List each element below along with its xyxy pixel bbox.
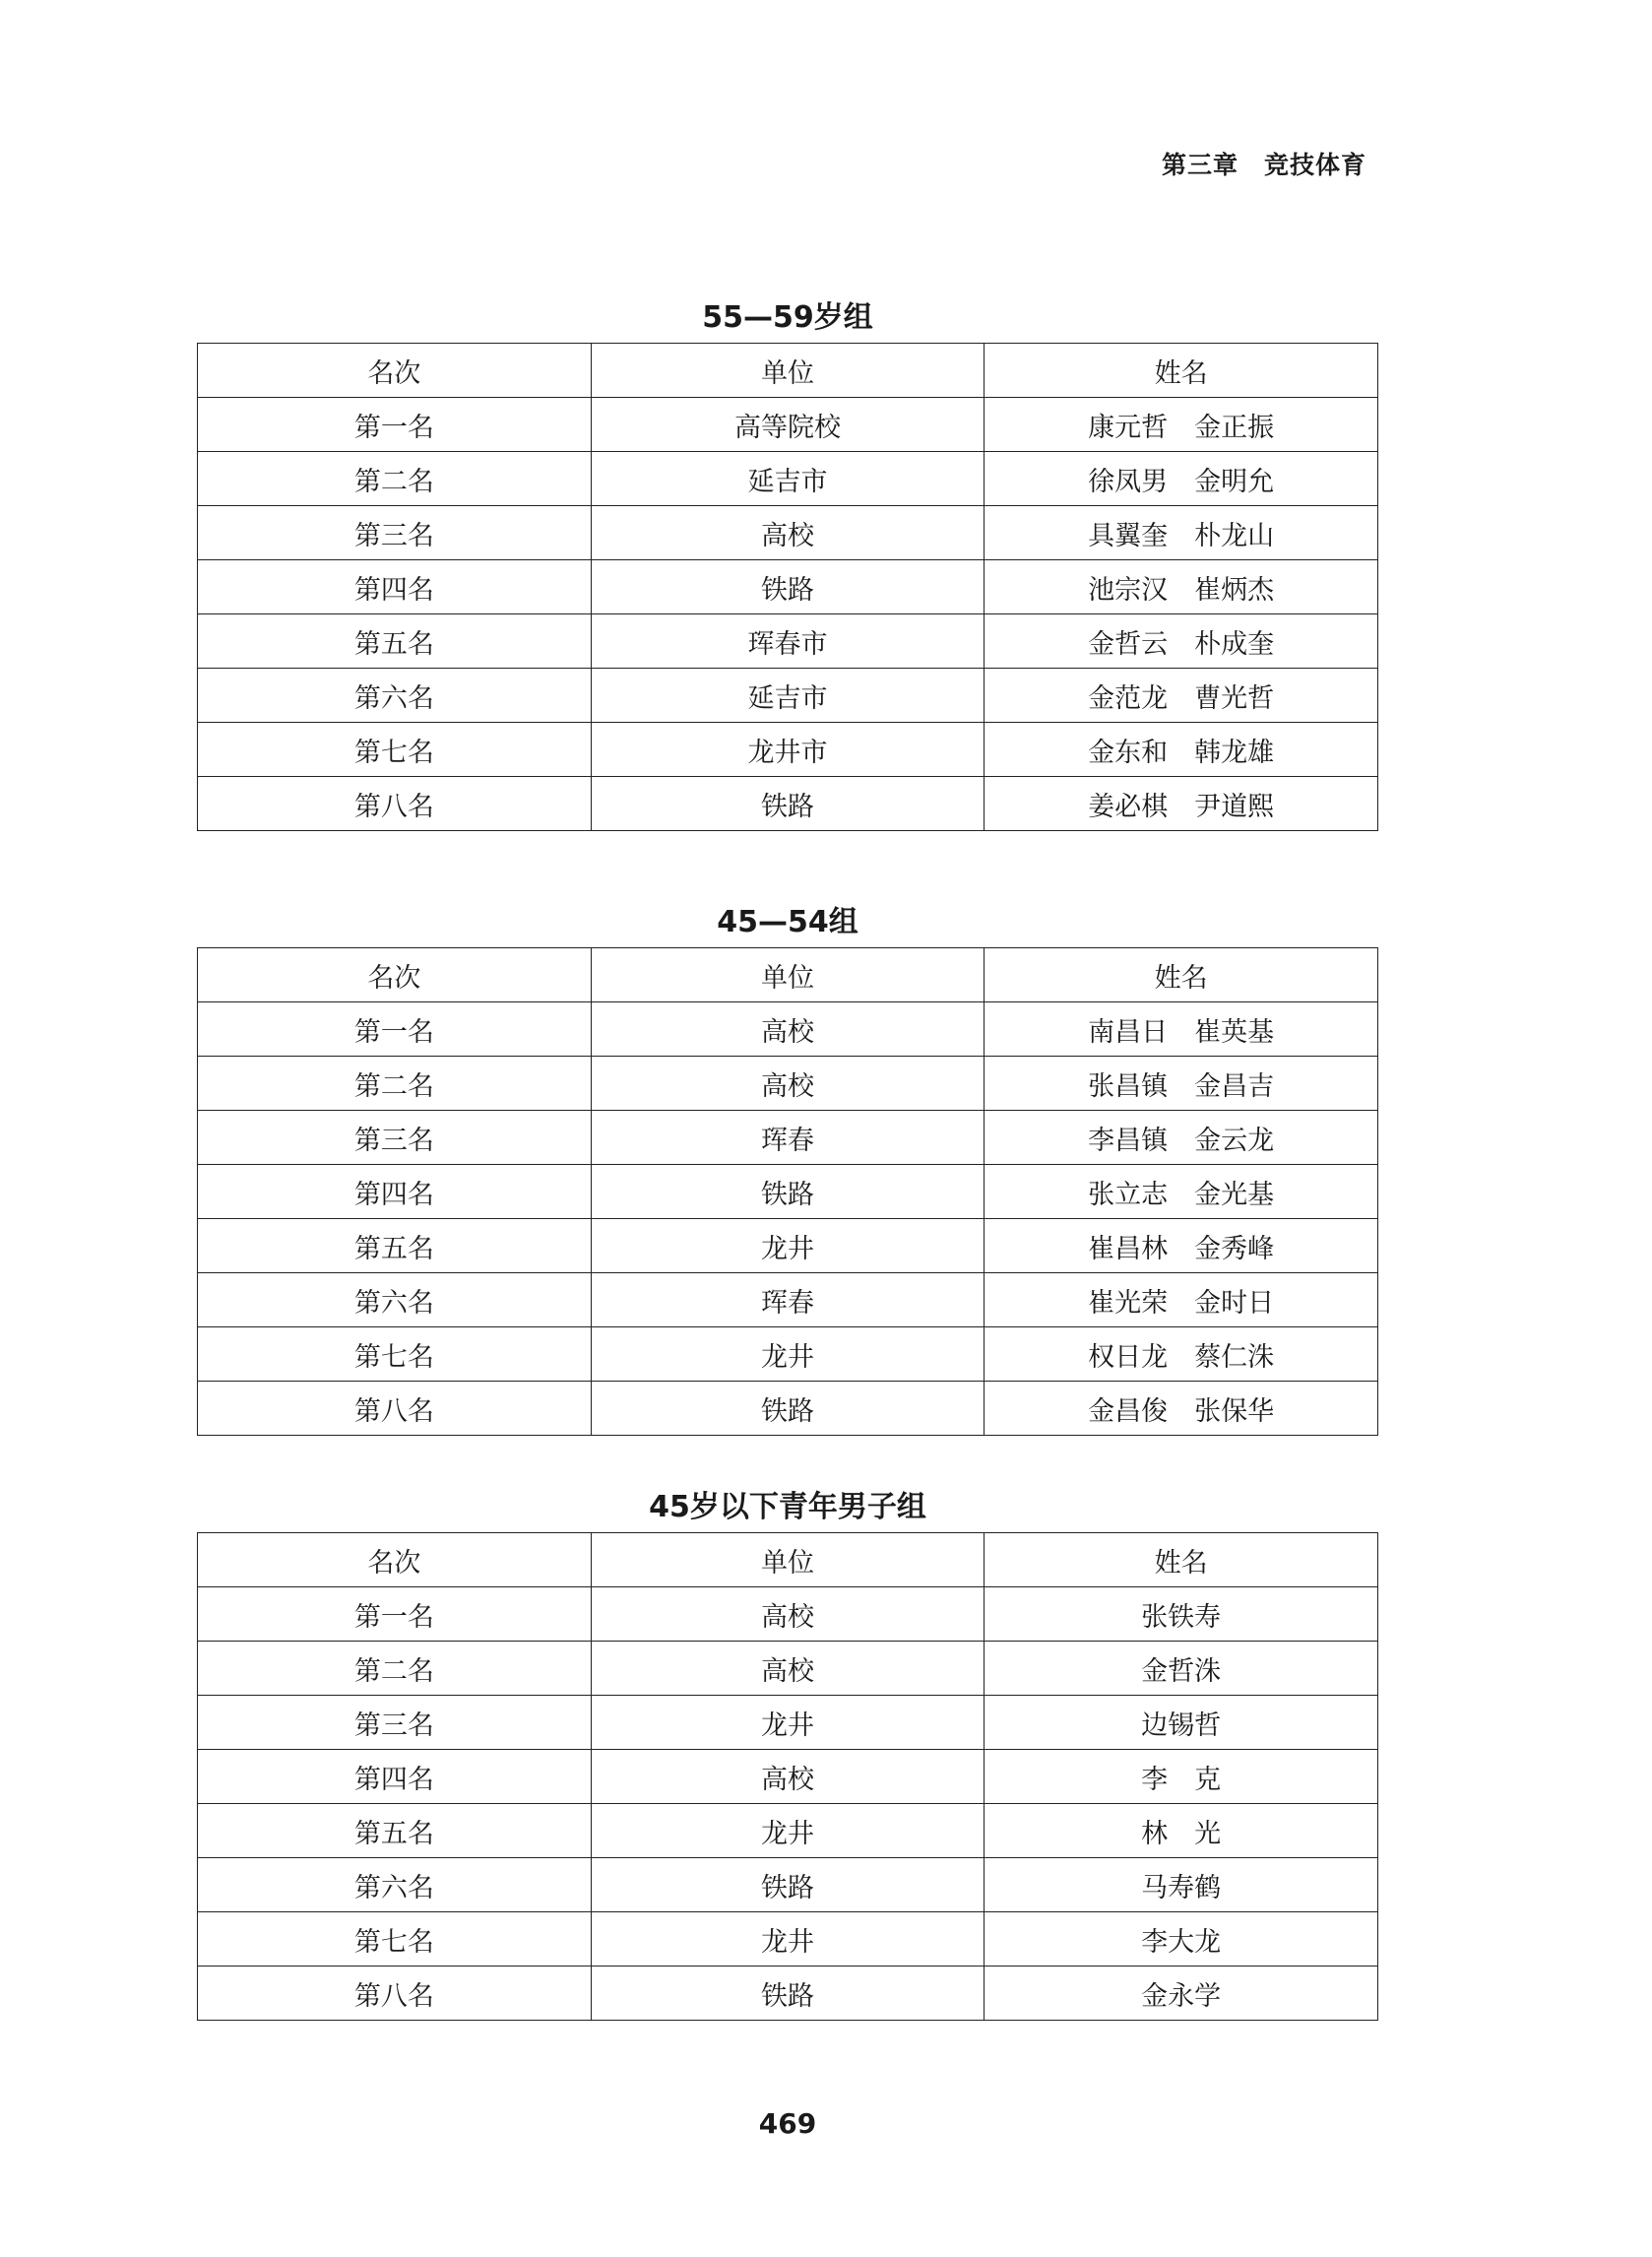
rank-cell: 第八名 [198, 777, 592, 831]
unit-cell: 铁路 [591, 777, 985, 831]
table-row [198, 723, 1378, 777]
table-row [198, 777, 1378, 831]
column-header-unit: 单位 [591, 344, 985, 398]
section-title: 45—54组 [717, 905, 858, 939]
table-row [198, 1912, 1378, 1967]
rank-cell: 第四名 [198, 560, 592, 614]
column-header-rank: 名次 [198, 344, 592, 398]
table-row [198, 1327, 1378, 1382]
rank-cell: 第五名 [198, 1804, 592, 1858]
table-header-row [198, 1533, 1378, 1587]
name-cell: 崔昌林 金秀峰 [985, 1219, 1378, 1273]
results-section-45-54 [197, 898, 1378, 1436]
name-cell: 权日龙 蔡仁洙 [985, 1327, 1378, 1382]
results-table [197, 947, 1378, 1436]
unit-cell: 珲春 [591, 1273, 985, 1327]
table-header-row [198, 948, 1378, 1002]
table-row [198, 1858, 1378, 1912]
table-row [198, 614, 1378, 669]
column-header-name: 姓名 [985, 1533, 1378, 1587]
name-cell: 姜必棋 尹道熙 [985, 777, 1378, 831]
table-row [198, 1642, 1378, 1696]
table-row [198, 1382, 1378, 1436]
table-row [198, 560, 1378, 614]
unit-cell: 铁路 [591, 1382, 985, 1436]
column-header-rank: 名次 [198, 948, 592, 1002]
table-row [198, 1696, 1378, 1750]
column-header-unit: 单位 [591, 948, 985, 1002]
column-header-name: 姓名 [985, 948, 1378, 1002]
table-row [198, 506, 1378, 560]
table-row [198, 1804, 1378, 1858]
unit-cell: 珲春市 [591, 614, 985, 669]
rank-cell: 第七名 [198, 1912, 592, 1967]
name-cell: 金哲洙 [985, 1642, 1378, 1696]
name-cell: 康元哲 金正振 [985, 398, 1378, 452]
rank-cell: 第一名 [198, 398, 592, 452]
name-cell: 金永学 [985, 1967, 1378, 2021]
rank-cell: 第三名 [198, 1696, 592, 1750]
column-header-unit: 单位 [591, 1533, 985, 1587]
unit-cell: 高校 [591, 1057, 985, 1111]
running-head: 第三章 竞技体育 [1162, 151, 1367, 179]
results-section-under-45 [197, 1483, 1378, 2021]
rank-cell: 第五名 [198, 1219, 592, 1273]
name-cell: 池宗汉 崔炳杰 [985, 560, 1378, 614]
unit-cell: 高校 [591, 1642, 985, 1696]
table-row [198, 1750, 1378, 1804]
table-row [198, 1273, 1378, 1327]
page-number: 469 [758, 2107, 817, 2140]
unit-cell: 铁路 [591, 1858, 985, 1912]
name-cell: 李大龙 [985, 1912, 1378, 1967]
name-cell: 张立志 金光基 [985, 1165, 1378, 1219]
column-header-name: 姓名 [985, 344, 1378, 398]
name-cell: 金昌俊 张保华 [985, 1382, 1378, 1436]
name-cell: 崔光荣 金时日 [985, 1273, 1378, 1327]
rank-cell: 第六名 [198, 1858, 592, 1912]
table-row [198, 1219, 1378, 1273]
name-cell: 具翼奎 朴龙山 [985, 506, 1378, 560]
rank-cell: 第七名 [198, 1327, 592, 1382]
unit-cell: 龙井 [591, 1696, 985, 1750]
table-row [198, 1057, 1378, 1111]
name-cell: 徐凤男 金明允 [985, 452, 1378, 506]
rank-cell: 第三名 [198, 1111, 592, 1165]
table-row [198, 452, 1378, 506]
section-title: 55—59岁组 [702, 300, 873, 335]
unit-cell: 珲春 [591, 1111, 985, 1165]
unit-cell: 高校 [591, 1002, 985, 1057]
name-cell: 边锡哲 [985, 1696, 1378, 1750]
name-cell: 金东和 韩龙雄 [985, 723, 1378, 777]
name-cell: 金范龙 曹光哲 [985, 669, 1378, 723]
unit-cell: 龙井 [591, 1219, 985, 1273]
unit-cell: 龙井 [591, 1804, 985, 1858]
table-header-row [198, 344, 1378, 398]
rank-cell: 第一名 [198, 1587, 592, 1642]
unit-cell: 龙井 [591, 1912, 985, 1967]
rank-cell: 第八名 [198, 1382, 592, 1436]
rank-cell: 第五名 [198, 614, 592, 669]
table-row [198, 1587, 1378, 1642]
rank-cell: 第四名 [198, 1750, 592, 1804]
unit-cell: 高校 [591, 1587, 985, 1642]
results-table [197, 1532, 1378, 2021]
unit-cell: 龙井 [591, 1327, 985, 1382]
name-cell: 林 光 [985, 1804, 1378, 1858]
table-row [198, 1111, 1378, 1165]
table-row [198, 669, 1378, 723]
name-cell: 张铁寿 [985, 1587, 1378, 1642]
rank-cell: 第六名 [198, 669, 592, 723]
name-cell: 南昌日 崔英基 [985, 1002, 1378, 1057]
unit-cell: 延吉市 [591, 669, 985, 723]
unit-cell: 高校 [591, 506, 985, 560]
name-cell: 张昌镇 金昌吉 [985, 1057, 1378, 1111]
rank-cell: 第四名 [198, 1165, 592, 1219]
table-row [198, 1967, 1378, 2021]
rank-cell: 第七名 [198, 723, 592, 777]
results-table [197, 343, 1378, 831]
unit-cell: 高校 [591, 1750, 985, 1804]
name-cell: 李昌镇 金云龙 [985, 1111, 1378, 1165]
name-cell: 李 克 [985, 1750, 1378, 1804]
unit-cell: 铁路 [591, 560, 985, 614]
name-cell: 金哲云 朴成奎 [985, 614, 1378, 669]
column-header-rank: 名次 [198, 1533, 592, 1587]
unit-cell: 铁路 [591, 1967, 985, 2021]
table-row [198, 1002, 1378, 1057]
results-section-55-59 [197, 293, 1378, 831]
table-row [198, 398, 1378, 452]
rank-cell: 第二名 [198, 1642, 592, 1696]
unit-cell: 高等院校 [591, 398, 985, 452]
table-row [198, 1165, 1378, 1219]
name-cell: 马寿鹤 [985, 1858, 1378, 1912]
section-title: 45岁以下青年男子组 [649, 1490, 926, 1524]
rank-cell: 第八名 [198, 1967, 592, 2021]
rank-cell: 第一名 [198, 1002, 592, 1057]
rank-cell: 第二名 [198, 1057, 592, 1111]
unit-cell: 铁路 [591, 1165, 985, 1219]
rank-cell: 第三名 [198, 506, 592, 560]
rank-cell: 第二名 [198, 452, 592, 506]
rank-cell: 第六名 [198, 1273, 592, 1327]
unit-cell: 龙井市 [591, 723, 985, 777]
unit-cell: 延吉市 [591, 452, 985, 506]
